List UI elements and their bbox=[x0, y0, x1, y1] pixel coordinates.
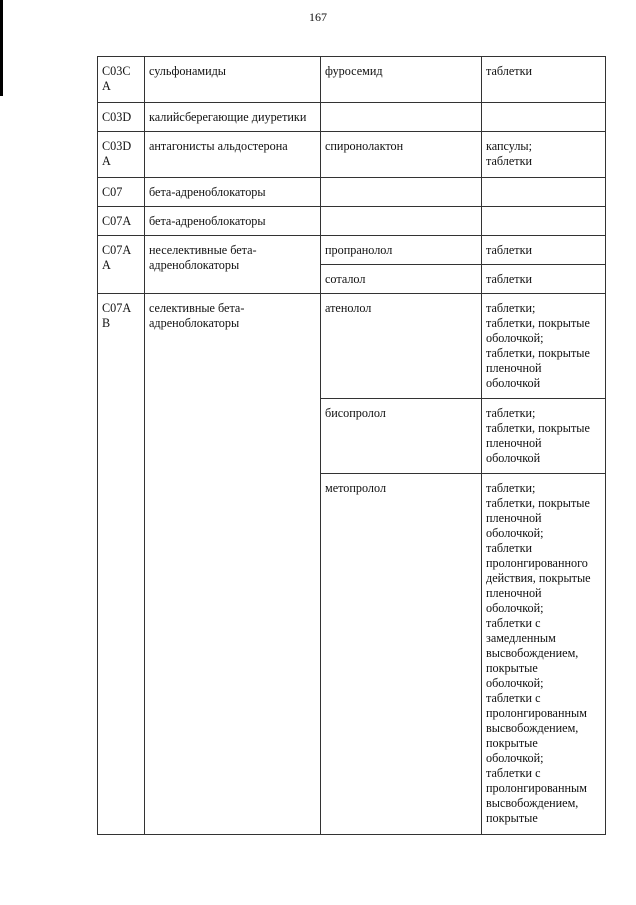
table-row bbox=[98, 236, 606, 265]
dosage-form: таблетки bbox=[482, 57, 606, 103]
table-row bbox=[98, 178, 606, 207]
drug-name: фуросемид bbox=[321, 57, 482, 103]
atc-code: C07A bbox=[98, 207, 145, 236]
dosage-form bbox=[482, 207, 606, 236]
drug-name: пропранолол bbox=[321, 236, 482, 265]
page-number: 167 bbox=[309, 10, 327, 24]
atc-group-name: антагонисты альдостерона bbox=[145, 132, 321, 178]
dosage-form bbox=[482, 178, 606, 207]
dosage-form: капсулы; таблетки bbox=[482, 132, 606, 178]
drug-table bbox=[97, 56, 606, 835]
drug-name: метопролол bbox=[321, 474, 482, 835]
table-row bbox=[98, 207, 606, 236]
atc-group-name: неселективные бета- адреноблокаторы bbox=[145, 236, 321, 294]
dosage-form: таблетки; таблетки, покрытые пленочной оболочкой bbox=[482, 399, 606, 474]
drug-name: спиронолактон bbox=[321, 132, 482, 178]
table-row bbox=[98, 103, 606, 132]
table-row bbox=[98, 57, 606, 103]
atc-group-name: селективные бета- адреноблокаторы bbox=[145, 294, 321, 835]
atc-group-name: сульфонамиды bbox=[145, 57, 321, 103]
atc-group-name: бета-адреноблокаторы bbox=[145, 178, 321, 207]
atc-code: C03D bbox=[98, 103, 145, 132]
drug-name: соталол bbox=[321, 265, 482, 294]
dosage-form: таблетки; таблетки, покрытые пленочной оболочкой; таблетки пролонгированного действия, покрытые пленочной оболочкой; таблетки с замедленным высвобождением, покрытые оболочкой; таблетки с пролонгированным высвобождением, покрытые оболочкой; таблетки с пролонгированным высвобождением, покрытые bbox=[482, 474, 606, 835]
atc-code: C07 bbox=[98, 178, 145, 207]
drug-name: бисопролол bbox=[321, 399, 482, 474]
atc-group-name: калийсберегающие диуретики bbox=[145, 103, 321, 132]
drug-name bbox=[321, 207, 482, 236]
dosage-form bbox=[482, 103, 606, 132]
dosage-form: таблетки bbox=[482, 236, 606, 265]
atc-group-name: бета-адреноблокаторы bbox=[145, 207, 321, 236]
table-row bbox=[98, 294, 606, 399]
atc-code: C03C A bbox=[98, 57, 145, 103]
dosage-form: таблетки bbox=[482, 265, 606, 294]
atc-code: C07A A bbox=[98, 236, 145, 294]
drug-name bbox=[321, 178, 482, 207]
atc-code: C07A B bbox=[98, 294, 145, 835]
table-row bbox=[98, 132, 606, 178]
atc-code: C03D A bbox=[98, 132, 145, 178]
drug-name: атенолол bbox=[321, 294, 482, 399]
drug-name bbox=[321, 103, 482, 132]
dosage-form: таблетки; таблетки, покрытые оболочкой; таблетки, покрытые пленочной оболочкой bbox=[482, 294, 606, 399]
